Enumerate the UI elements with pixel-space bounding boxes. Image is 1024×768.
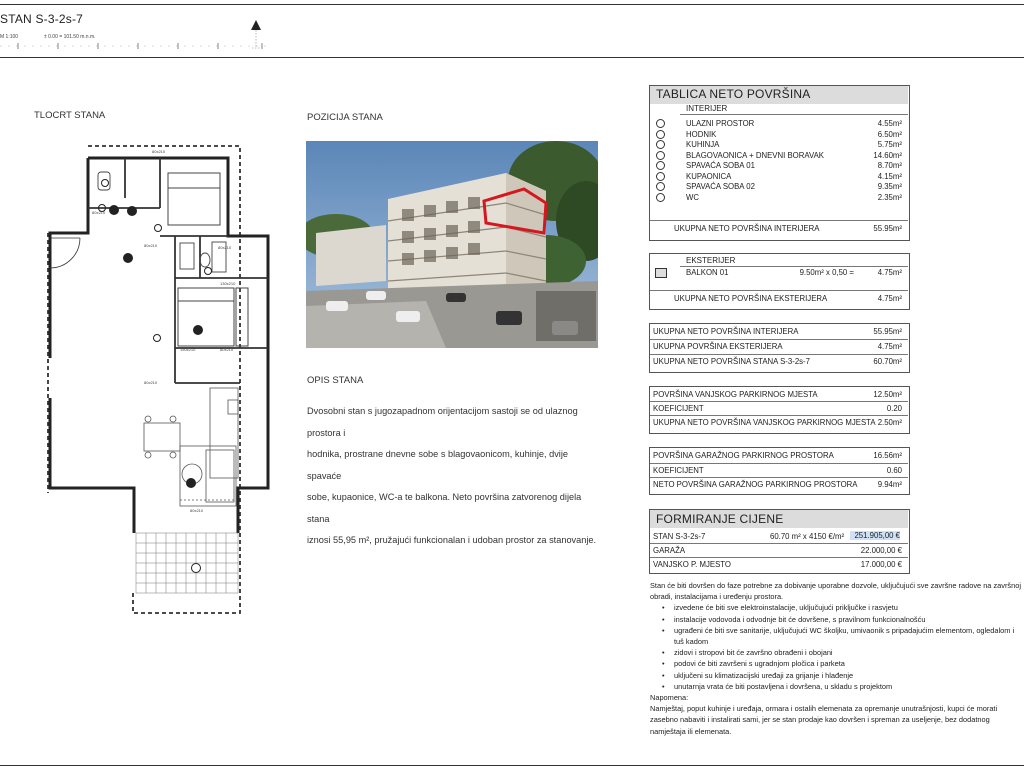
parking-value: 0.20 <box>886 404 902 413</box>
north-arrow-icon <box>244 18 268 54</box>
garage-value: 0.60 <box>886 466 902 475</box>
notes-bullet: • izvedene će biti sve elektroinstalacije, uključujući priključke i rasvjetu <box>662 602 1022 613</box>
room-marker-icon <box>656 151 665 160</box>
room-name: SPAVAĆA SOBA 01 <box>686 161 755 170</box>
description-line: iznosi 55,95 m², pružajući funkcionalan i udoban prostor za stanovanje. <box>307 535 597 545</box>
photo-title: POZICIJA STANA <box>307 112 383 123</box>
notes-list <box>650 602 1022 692</box>
notes-intro: Stan će biti dovršen do faze potrebne za dobivanje uporabne dozvole, uključujući sve završne radove na završnoj obradi, instalacijama i uređenju prostora. <box>650 581 1021 602</box>
room-marker-icon <box>656 119 665 128</box>
pricing-title: FORMIRANJE CIJENE <box>656 512 784 526</box>
room-marker-icon <box>656 182 665 191</box>
completion-notes <box>650 580 1022 737</box>
room-marker-icon <box>656 172 665 181</box>
door-label: 80x210 <box>144 380 158 385</box>
description-line: sobe, kupaonice, WC-a te balkona. Neto površina zatvorenog dijela stana <box>307 492 582 524</box>
room-area: 2.35m² <box>877 192 902 202</box>
garage-value: 9.94m² <box>877 480 902 489</box>
exterior-total-label: UKUPNA NETO POVRŠINA EKSTERIJERA <box>674 294 828 303</box>
parking-label: POVRŠINA VANJSKOG PARKIRNOG MJESTA <box>653 390 818 399</box>
door-label: 80x210 <box>220 347 234 352</box>
price-value: 17.000,00 € <box>860 560 902 569</box>
room-name: WC <box>686 192 699 202</box>
room-name: ULAZNI PROSTOR <box>686 119 755 128</box>
notes-bullet: • instalacije vodovoda i odvodnje bit će dovršene, s pravilnom funkcionalnošću <box>662 614 1022 625</box>
price-label: VANJSKO P. MJESTO <box>653 560 731 569</box>
room-marker-icon <box>656 140 665 149</box>
room-name: HODNIK <box>686 129 717 139</box>
summary-value: 60.70m² <box>873 357 902 366</box>
summary-label: UKUPNA NETO POVRŠINA STANA S-3-2s-7 <box>653 357 810 366</box>
price-value: 251.905,00 € <box>850 531 900 540</box>
garage-label: NETO POVRŠINA GARAŽNOG PARKIRNOG PROSTORA <box>653 480 858 489</box>
floorplan-title: TLOCRT STANA <box>34 110 106 121</box>
room-marker-icon <box>656 193 665 202</box>
net-area-title: TABLICA NETO POVRŠINA <box>656 87 811 101</box>
price-label: STAN S-3-2s-7 <box>653 532 706 541</box>
exterior-total-value: 4.75m² <box>877 294 902 303</box>
description-title: OPIS STANA <box>307 375 364 386</box>
note-title: Napomena: <box>650 693 689 703</box>
room-area: 4.55m² <box>877 119 902 128</box>
summary-label: UKUPNA NETO POVRŠINA INTERIJERA <box>653 327 799 336</box>
door-label: 80x210 <box>190 508 204 513</box>
door-label: 150x210 <box>180 347 196 352</box>
parking-label: KOEFICIJENT <box>653 404 704 413</box>
summary-value: 4.75m² <box>877 342 902 351</box>
room-area: 6.50m² <box>877 129 902 139</box>
exterior-label: EKSTERIJER <box>686 256 736 265</box>
room-marker-icon <box>656 130 665 139</box>
door-label: 80x210 <box>144 243 158 248</box>
room-area: 4.15m² <box>877 171 902 181</box>
room-marker-icon <box>656 161 665 170</box>
price-calc: 60.70 m² x 4150 €/m² <box>770 532 845 541</box>
door-label: 130x210 <box>220 281 236 286</box>
room-area: 8.70m² <box>877 161 902 170</box>
notes-bullet: • podovi će biti završeni s ugradnjom pločica i parketa <box>662 658 1022 669</box>
room-area: 5.75m² <box>877 140 902 149</box>
description-text <box>307 401 597 552</box>
interior-label: INTERIJER <box>686 104 728 113</box>
scale-ruler <box>0 42 270 50</box>
room-name: SPAVAĆA SOBA 02 <box>686 182 755 191</box>
floor-plan-drawing <box>40 138 280 618</box>
notes-bullet: • unutarnja vrata će biti postavljena i dovršena, u skladu s projektom <box>662 681 1022 692</box>
garage-value: 16.56m² <box>873 451 902 460</box>
balcony-area: 4.75m² <box>877 268 902 277</box>
balcony-name: BALKON 01 <box>686 268 729 277</box>
price-label: GARAŽA <box>653 546 686 555</box>
notes-bullet: • uključeni su klimatizacijski uređaji za grijanje i hlađenje <box>662 670 1022 681</box>
summary-value: 55.95m² <box>873 327 902 336</box>
balcony-calc: 9.50m² x 0,50 = <box>799 268 854 277</box>
elevation-label: ± 0.00 = 101.50 m.n.m. <box>44 34 96 40</box>
garage-label: POVRŠINA GARAŽNOG PARKIRNOG PROSTORA <box>653 451 834 460</box>
scale-label: M 1:100 <box>0 34 19 40</box>
parking-value: 2.50m² <box>877 418 902 427</box>
room-name: BLAGOVAONICA + DNEVNI BORAVAK <box>686 150 825 160</box>
bottom-border <box>0 765 1024 766</box>
door-label: 80x210 <box>152 149 166 154</box>
interior-total-label: UKUPNA NETO POVRŠINA INTERIJERA <box>674 224 820 233</box>
summary-label: UKUPNA POVRŠINA EKSTERIJERA <box>653 342 783 351</box>
room-area: 9.35m² <box>877 182 902 191</box>
price-value: 22.000,00 € <box>860 546 902 555</box>
description-line: hodnika, prostrane dnevne sobe s blagovaonicom, kuhinje, dvije spavaće <box>307 449 568 481</box>
door-label: 80x210 <box>218 245 232 250</box>
room-name: KUPAONICA <box>686 171 732 181</box>
notes-bullet: • zidovi i stropovi bit će završno obrađeni i obojani <box>662 647 1022 658</box>
parking-label: UKUPNA NETO POVRŠINA VANJSKOG PARKIRNOG MJESTA <box>653 418 876 427</box>
door-label: 80x210 <box>92 210 106 215</box>
balcony-marker-icon <box>655 268 667 278</box>
interior-total-value: 55.95m² <box>873 224 902 233</box>
room-area: 14.60m² <box>873 150 902 160</box>
building-render-image <box>306 141 598 348</box>
notes-bullet: • ugrađeni će biti sve sanitarije, uključujući WC školjku, umivaonik s pripadajućim elementom, ogledalom i tuš kadom <box>662 625 1022 647</box>
parking-value: 12.50m² <box>873 390 902 399</box>
sheet-title: STAN S-3-2s-7 <box>0 12 84 26</box>
room-name: KUHINJA <box>686 140 720 149</box>
garage-label: KOEFICIJENT <box>653 466 704 475</box>
note-text: Namještaj, poput kuhinje i uređaja, ormara i ostalih elemenata za opremanje unutrašnjosti, kupci će morati zasebno nabaviti i instalirati sami, jer se stan prodaje kao dovršen i spreman za useljenje, bez dodatnog namještaja ili elemenata. <box>650 704 998 736</box>
description-line: Dvosobni stan s jugozapadnom orijentacijom sastoji se od ulaznog prostora i <box>307 406 578 438</box>
